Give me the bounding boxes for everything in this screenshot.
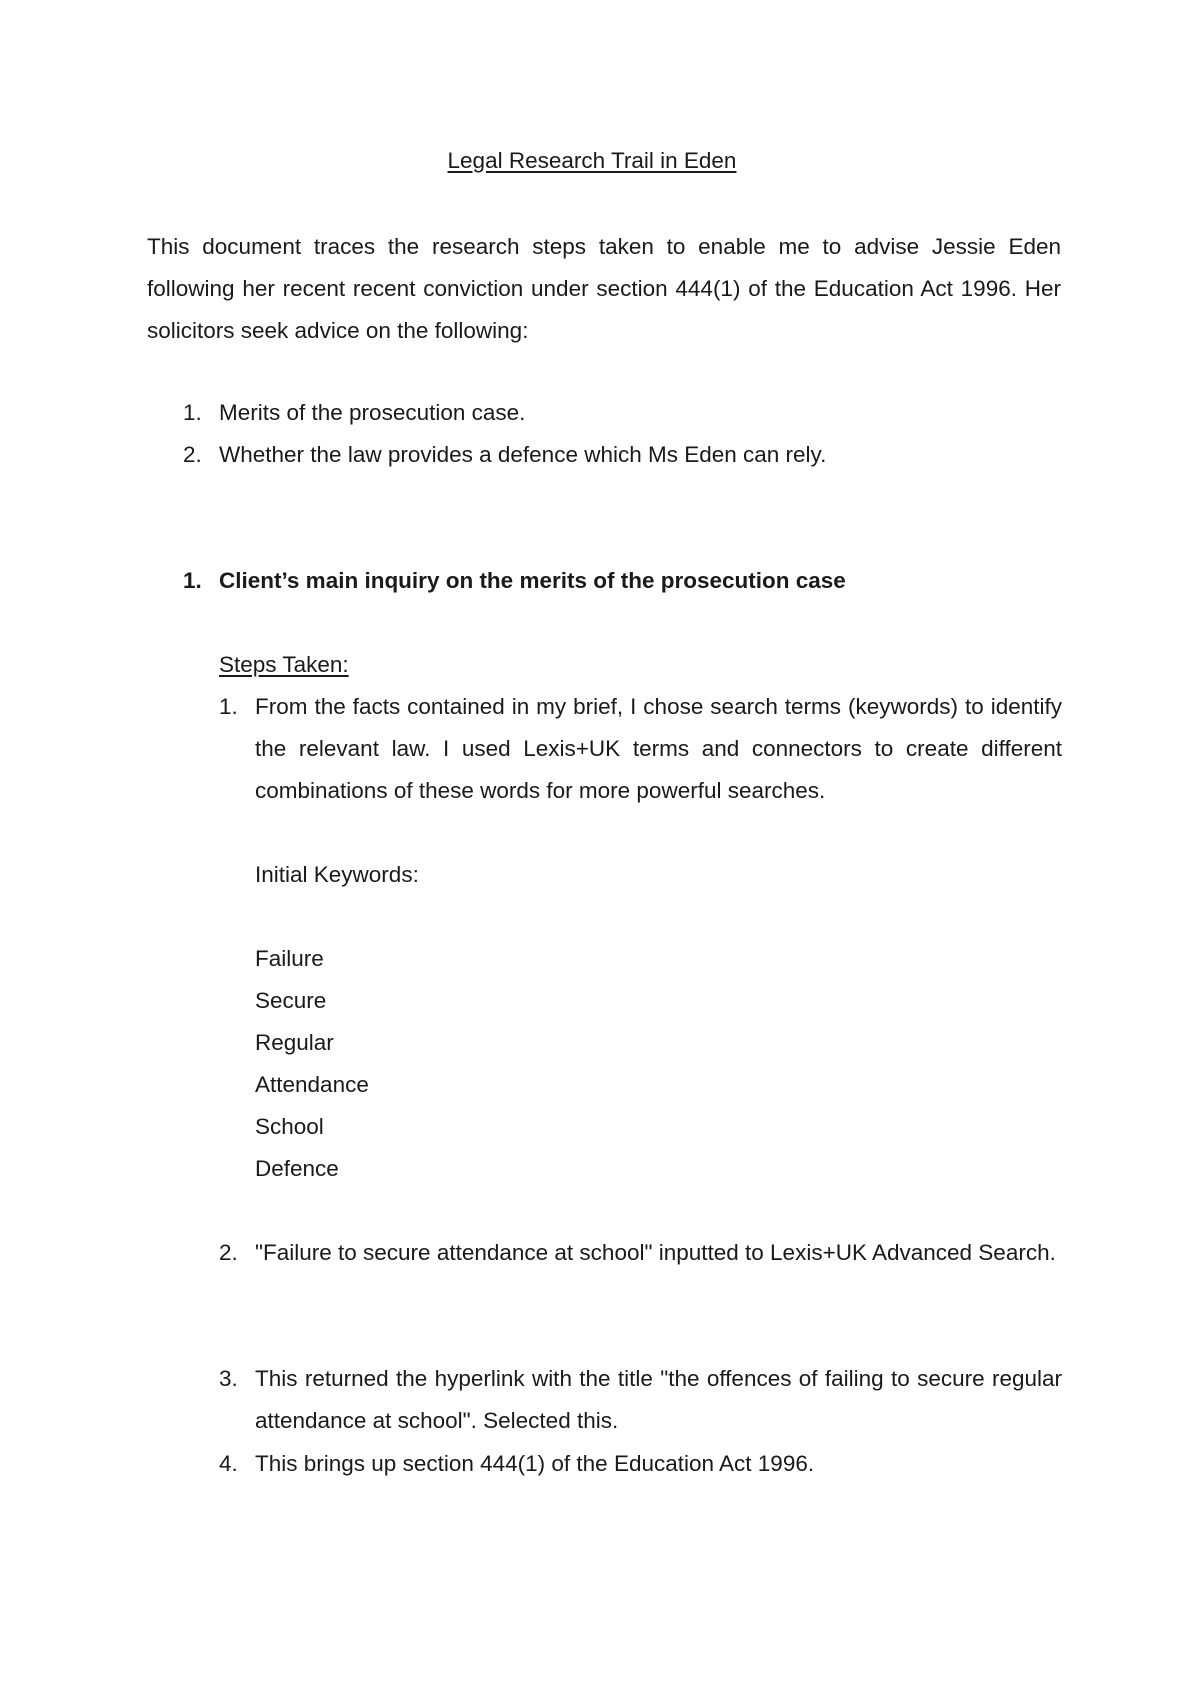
section-heading bbox=[183, 560, 1063, 602]
list-number: 3. bbox=[219, 1366, 238, 1391]
list-item-text: From the facts contained in my brief, I chose search terms (keywords) to identify the relevant law. I used Lexis+UK terms and connectors to create different combinations of these words for more powerful searches. bbox=[255, 694, 1062, 803]
list-item bbox=[183, 392, 1063, 434]
step-item bbox=[219, 1232, 1062, 1274]
list-number: 1. bbox=[219, 694, 238, 719]
list-item-text: Whether the law provides a defence which Ms Eden can rely. bbox=[219, 442, 827, 467]
list-item bbox=[219, 1232, 1062, 1274]
list-number: 4. bbox=[219, 1451, 238, 1476]
section-heading-text: Client’s main inquiry on the merits of the prosecution case bbox=[219, 568, 846, 593]
list-item-text: "Failure to secure attendance at school" inputted to Lexis+UK Advanced Search. bbox=[255, 1240, 1056, 1265]
list-number: 2. bbox=[219, 1240, 238, 1265]
document-title: Legal Research Trail in Eden bbox=[447, 148, 737, 173]
list-item bbox=[219, 1358, 1062, 1442]
keywords-label: Initial Keywords: bbox=[255, 862, 419, 887]
keyword-item: Failure bbox=[255, 946, 324, 971]
list-item bbox=[219, 686, 1062, 812]
step-item bbox=[219, 1443, 1062, 1485]
list-item-text: This returned the hyperlink with the title "the offences of failing to secure regular attendance at school". Selected this. bbox=[255, 1366, 1062, 1433]
questions-list bbox=[183, 392, 1063, 476]
keyword-item: Defence bbox=[255, 1156, 339, 1181]
list-item-text: Merits of the prosecution case. bbox=[219, 400, 526, 425]
intro-paragraph: This document traces the research steps taken to enable me to advise Jessie Eden following her recent recent conviction under section 444(1) of the Education Act 1996. Her solicitors seek advice on the following: bbox=[147, 234, 1061, 343]
steps-taken-label: Steps Taken: bbox=[219, 652, 349, 677]
list-number: 1. bbox=[183, 400, 202, 425]
list-item bbox=[219, 1443, 1062, 1485]
step-item bbox=[219, 686, 1062, 812]
list-number: 2. bbox=[183, 442, 202, 467]
section-number: 1. bbox=[183, 568, 202, 593]
keyword-item: School bbox=[255, 1114, 324, 1139]
list-item-text: This brings up section 444(1) of the Education Act 1996. bbox=[255, 1451, 815, 1476]
keyword-item: Secure bbox=[255, 988, 327, 1013]
keyword-item: Attendance bbox=[255, 1072, 369, 1097]
keywords-list bbox=[255, 938, 369, 1190]
keyword-item: Regular bbox=[255, 1030, 334, 1055]
step-item bbox=[219, 1358, 1062, 1442]
list-item bbox=[183, 434, 1063, 476]
